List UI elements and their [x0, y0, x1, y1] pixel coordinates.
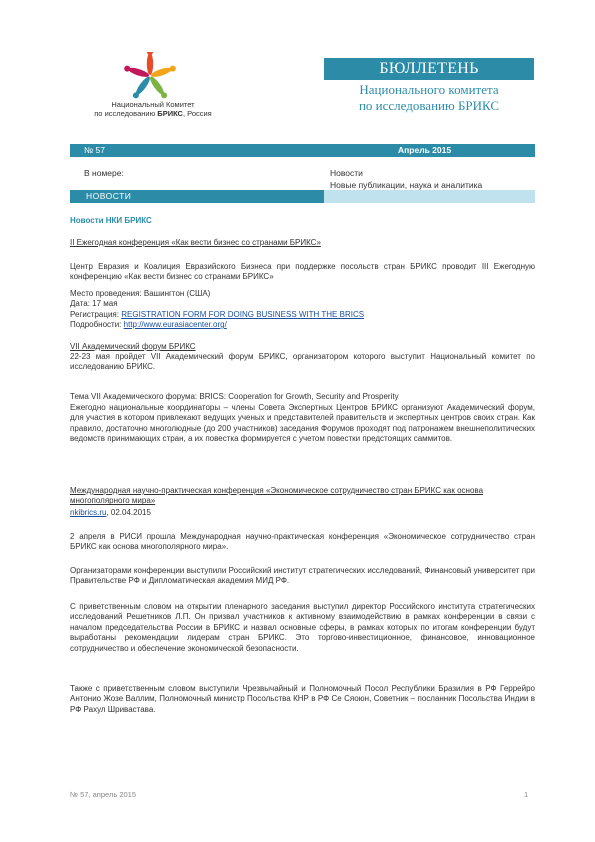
issue-date: Апрель 2015 [398, 145, 452, 155]
item3-paragraph3: С приветственным словом на открытии пленарного заседания выступил директор Российского института стратегических исследований Решетников Л.П. Он призвал участников к активному взаимодействию в рамках конференции в связи с началом председательства России в БРИКС и назвал основные сферы, в рамках которых по итогам конференции будут выработаны рекомендации лидерам стран БРИКС. Это торгово-инвестиционное, финансовое, инновационное сотрудничество и обеспечение экономической безопасности. [70, 602, 535, 653]
nkibrics-link[interactable]: nkibrics.ru [70, 508, 107, 517]
item2-theme: Тема VII Академического форума: BRICS: Cooperation for Growth, Security and Prosperity [70, 392, 399, 401]
brics-committee-logo-icon [120, 52, 180, 100]
item3-paragraph2: Организаторами конференции выступили Российский институт стратегических исследований, Финансовый университет при Правительстве РФ и Дипломатическая академия МИД РФ. [70, 566, 535, 586]
issue-bar [70, 144, 535, 157]
item1-paragraph: Центр Евразия и Коалиция Евразийского Бизнеса при поддержке посольств стран БРИКС проводит III Ежегодную конференцию «Как вести бизнес со странами БРИКС» [70, 262, 535, 282]
item1-title: II Ежегодная конференция «Как вести бизнес со странами БРИКС» [70, 238, 321, 247]
toc-item-news[interactable]: Новости [330, 168, 363, 178]
section-bar-fill [324, 190, 535, 203]
item3-source: nkibrics.ru, 02.04.2015 [70, 508, 151, 517]
item3-paragraph1: 2 апреля в РИСИ прошла Международная научно-практическая конференция «Экономическое сотрудничество стран БРИКС как основа многополярного мира». [70, 532, 535, 552]
item1-place: Место проведения: Вашингтон (США) [70, 289, 211, 298]
bulletin-subtitle [324, 82, 534, 114]
item2-paragraph2: Ежегодно национальные координаторы – члены Совета Экспертных Центров БРИКС организуют Академический форум, для участия в котором привлекают ведущих ученых и представителей правительств и экспертных центров своих стран. Как правило, достаточно многолюдные (до 200 участников) заседания Форумов проходят под патронажем внешнеполитических ведомств принимающих стран, а их повестка формируется с учетом повестки предстоящих саммитов. [70, 403, 535, 444]
eurasiacenter-link[interactable]: http://www.eurasiacenter.org/ [123, 320, 227, 329]
item3-title: Международная научно-практическая конференция «Экономическое сотрудничество стран БРИКС как основа многополярного мира» [70, 486, 484, 506]
footer-issue: № 57, апрель 2015 [70, 790, 137, 799]
toc-item-publications[interactable]: Новые публикации, наука и аналитика [330, 180, 483, 190]
news-section-title: Новости НКИ БРИКС [70, 216, 152, 225]
item3-paragraph4: Также с приветственным словом выступили Чрезвычайный и Полномочный Посол Республики Бразилия в РФ Геррейро Антонио Жозе Валлим, Полномочный министр Посольства КНР в РФ Се Сяоюн, Советник – посланник Посольства Индии в РФ Рахул Шривастава. [70, 684, 535, 714]
bulletin-banner: БЮЛЛЕТЕНЬ [324, 58, 534, 80]
item2-title: VII Академический форум БРИКС [70, 342, 196, 351]
organization-name [78, 100, 228, 118]
footer-page-number: 1 [524, 790, 529, 799]
issue-number: № 57 [84, 145, 105, 155]
news-section-bar [70, 190, 324, 203]
item1-registration: Регистрация: REGISTRATION FORM FOR DOING BUSINESS WITH THE BRICS [70, 310, 365, 319]
org-line1: Национальный Комитет [111, 100, 195, 109]
item2-paragraph1: 22-23 мая пройдет VII Академический форум БРИКС, организатором которого выступит Национальный комитет по исследованию БРИКС. [70, 352, 535, 372]
item1-details: Подробности: http://www.eurasiacenter.org/ [70, 320, 227, 329]
registration-link[interactable]: REGISTRATION FORM FOR DOING BUSINESS WITH THE BRICS [121, 310, 365, 319]
subtitle-line2: по исследованию БРИКС [358, 98, 500, 113]
in-issue-label: В номере: [84, 168, 124, 178]
news-section-label: НОВОСТИ [86, 191, 132, 201]
item1-date: Дата: 17 мая [70, 299, 118, 308]
org-line2: по исследованию БРИКС, Россия [94, 109, 212, 118]
subtitle-line1: Национального комитета [359, 82, 499, 97]
